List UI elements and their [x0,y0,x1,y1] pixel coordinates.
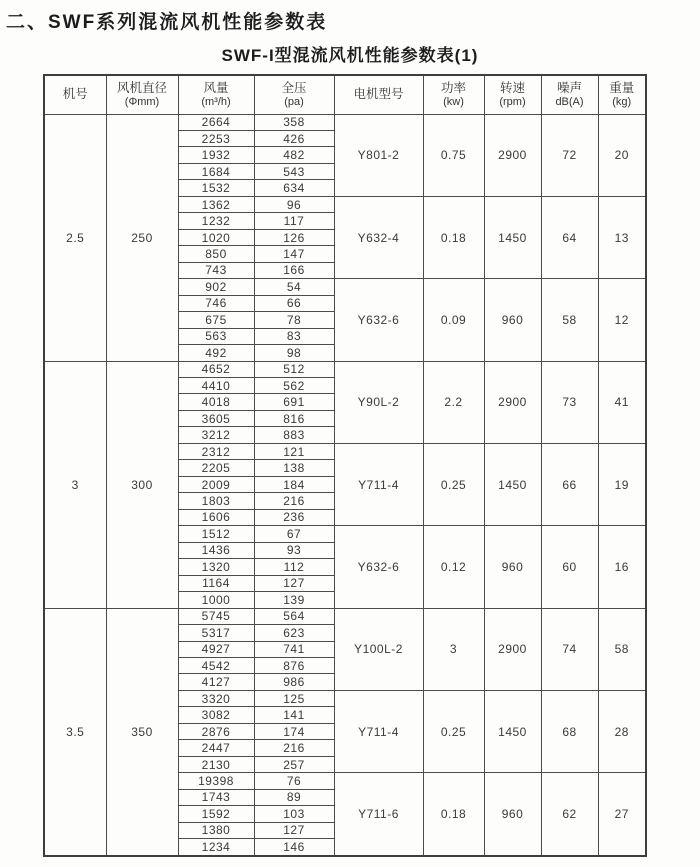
motor-model-cell: Y632-4 [334,196,423,278]
speed-cell: 960 [484,773,541,856]
column-header-unit: (pa) [284,95,304,108]
fan-diameter-cell: 250 [106,114,178,361]
motor-model-cell: Y632-6 [334,279,423,361]
air-volume-cell: 3212 [178,427,254,443]
total-pressure-cell: 986 [254,674,334,690]
power-cell: 0.18 [423,773,484,856]
power-cell: 0.12 [423,526,484,608]
air-volume-cell: 2664 [178,114,254,130]
total-pressure-cell: 138 [254,460,334,476]
noise-cell: 73 [541,361,598,443]
total-pressure-cell: 883 [254,427,334,443]
air-volume-cell: 850 [178,246,254,262]
machine-no-cell: 2.5 [44,114,106,361]
fan-performance-table [43,74,647,857]
column-header-unit: dB(A) [555,95,584,108]
weight-cell: 16 [598,526,646,608]
air-volume-cell: 743 [178,262,254,278]
column-header-unit: (rpm) [499,95,526,108]
noise-cell: 72 [541,114,598,196]
air-volume-cell: 1932 [178,147,254,163]
air-volume-cell: 5317 [178,625,254,641]
air-volume-cell: 1743 [178,789,254,805]
table-body [44,114,646,856]
speed-cell: 960 [484,279,541,361]
air-volume-cell: 3605 [178,410,254,426]
total-pressure-cell: 146 [254,839,334,856]
air-volume-cell: 1164 [178,575,254,591]
weight-cell: 27 [598,773,646,856]
air-volume-cell: 1684 [178,163,254,179]
speed-cell: 2900 [484,361,541,443]
total-pressure-cell: 634 [254,180,334,196]
total-pressure-cell: 117 [254,213,334,229]
table-title: SWF-I型混流风机性能参数表(1) [221,46,479,65]
column-header-unit: (Φmm) [124,95,160,108]
column-header-total-pressure [254,75,334,114]
table-row [44,608,646,624]
column-header-label: 全压 [281,80,307,95]
power-cell: 0.09 [423,279,484,361]
column-header-noise [541,75,598,114]
air-volume-cell: 4018 [178,394,254,410]
column-header-label: 功率 [440,80,466,95]
total-pressure-cell: 103 [254,806,334,822]
total-pressure-cell: 125 [254,690,334,706]
machine-no-cell: 3.5 [44,608,106,856]
speed-cell: 1450 [484,196,541,278]
weight-cell: 58 [598,608,646,690]
fan-diameter-cell: 350 [106,608,178,856]
power-cell: 2.2 [423,361,484,443]
column-header-unit: (m³/h) [201,95,231,108]
air-volume-cell: 1436 [178,542,254,558]
column-header-machine-no [44,75,106,114]
total-pressure-cell: 83 [254,328,334,344]
table-row [44,114,646,130]
total-pressure-cell: 127 [254,822,334,838]
air-volume-cell: 1232 [178,213,254,229]
air-volume-cell: 19398 [178,773,254,789]
column-header-label: 风机直径 [116,80,167,95]
column-header-label: 风量 [203,80,229,95]
total-pressure-cell: 121 [254,443,334,459]
column-header-air-volume [178,75,254,114]
air-volume-cell: 2205 [178,460,254,476]
total-pressure-cell: 216 [254,493,334,509]
air-volume-cell: 1234 [178,839,254,856]
total-pressure-cell: 98 [254,345,334,361]
air-volume-cell: 1000 [178,592,254,608]
weight-cell: 20 [598,114,646,196]
noise-cell: 68 [541,690,598,772]
weight-cell: 28 [598,690,646,772]
air-volume-cell: 3320 [178,690,254,706]
fan-diameter-cell: 300 [106,361,178,608]
motor-model-cell: Y100L-2 [334,608,423,690]
total-pressure-cell: 54 [254,279,334,295]
total-pressure-cell: 93 [254,542,334,558]
air-volume-cell: 1512 [178,526,254,542]
total-pressure-cell: 426 [254,130,334,146]
total-pressure-cell: 184 [254,476,334,492]
motor-model-cell: Y711-6 [334,773,423,856]
page-title: 二、SWF系列混流风机性能参数表 [6,12,328,33]
speed-cell: 960 [484,526,541,608]
air-volume-cell: 5745 [178,608,254,624]
noise-cell: 64 [541,196,598,278]
air-volume-cell: 1803 [178,493,254,509]
air-volume-cell: 2447 [178,740,254,756]
total-pressure-cell: 76 [254,773,334,789]
total-pressure-cell: 691 [254,394,334,410]
weight-cell: 12 [598,279,646,361]
total-pressure-cell: 174 [254,723,334,739]
column-header-weight [598,75,646,114]
column-header-unit: (kg) [612,95,632,108]
air-volume-cell: 2876 [178,723,254,739]
air-volume-cell: 902 [178,279,254,295]
total-pressure-cell: 741 [254,641,334,657]
air-volume-cell: 3082 [178,707,254,723]
noise-cell: 58 [541,279,598,361]
table-header [44,75,646,114]
noise-cell: 62 [541,773,598,856]
total-pressure-cell: 67 [254,526,334,542]
total-pressure-cell: 512 [254,361,334,377]
total-pressure-cell: 126 [254,229,334,245]
header-row [44,75,646,114]
table-row [44,361,646,377]
column-header-motor-model [334,75,423,114]
total-pressure-cell: 141 [254,707,334,723]
column-header-speed [484,75,541,114]
power-cell: 3 [423,608,484,690]
total-pressure-cell: 139 [254,592,334,608]
air-volume-cell: 2130 [178,756,254,772]
total-pressure-cell: 482 [254,147,334,163]
air-volume-cell: 1606 [178,509,254,525]
total-pressure-cell: 96 [254,196,334,212]
total-pressure-cell: 89 [254,789,334,805]
air-volume-cell: 4410 [178,378,254,394]
total-pressure-cell: 358 [254,114,334,130]
motor-model-cell: Y711-4 [334,690,423,772]
total-pressure-cell: 78 [254,312,334,328]
column-header-label: 噪声 [556,80,582,95]
total-pressure-cell: 564 [254,608,334,624]
speed-cell: 1450 [484,690,541,772]
total-pressure-cell: 216 [254,740,334,756]
motor-model-cell: Y90L-2 [334,361,423,443]
noise-cell: 74 [541,608,598,690]
motor-model-cell: Y801-2 [334,114,423,196]
speed-cell: 2900 [484,114,541,196]
speed-cell: 2900 [484,608,541,690]
air-volume-cell: 4127 [178,674,254,690]
air-volume-cell: 4542 [178,657,254,673]
total-pressure-cell: 166 [254,262,334,278]
column-header-power [423,75,484,114]
total-pressure-cell: 876 [254,657,334,673]
power-cell: 0.25 [423,690,484,772]
air-volume-cell: 1532 [178,180,254,196]
column-header-label: 转速 [499,80,525,95]
weight-cell: 19 [598,443,646,525]
air-volume-cell: 1320 [178,559,254,575]
air-volume-cell: 2253 [178,130,254,146]
total-pressure-cell: 257 [254,756,334,772]
column-header-label: 电机型号 [353,87,404,102]
total-pressure-cell: 562 [254,378,334,394]
noise-cell: 60 [541,526,598,608]
power-cell: 0.75 [423,114,484,196]
total-pressure-cell: 112 [254,559,334,575]
column-header-label: 机号 [62,87,88,102]
air-volume-cell: 2312 [178,443,254,459]
air-volume-cell: 746 [178,295,254,311]
total-pressure-cell: 816 [254,410,334,426]
machine-no-cell: 3 [44,361,106,608]
air-volume-cell: 1020 [178,229,254,245]
total-pressure-cell: 66 [254,295,334,311]
column-header-fan-diameter [106,75,178,114]
total-pressure-cell: 127 [254,575,334,591]
power-cell: 0.25 [423,443,484,525]
weight-cell: 41 [598,361,646,443]
total-pressure-cell: 543 [254,163,334,179]
motor-model-cell: Y632-6 [334,526,423,608]
column-header-unit: (kw) [443,95,464,108]
motor-model-cell: Y711-4 [334,443,423,525]
air-volume-cell: 492 [178,345,254,361]
air-volume-cell: 4652 [178,361,254,377]
air-volume-cell: 2009 [178,476,254,492]
weight-cell: 13 [598,196,646,278]
total-pressure-cell: 623 [254,625,334,641]
power-cell: 0.18 [423,196,484,278]
air-volume-cell: 563 [178,328,254,344]
total-pressure-cell: 236 [254,509,334,525]
air-volume-cell: 1380 [178,822,254,838]
air-volume-cell: 675 [178,312,254,328]
column-header-label: 重量 [609,80,635,95]
noise-cell: 66 [541,443,598,525]
air-volume-cell: 1592 [178,806,254,822]
speed-cell: 1450 [484,443,541,525]
air-volume-cell: 1362 [178,196,254,212]
total-pressure-cell: 147 [254,246,334,262]
air-volume-cell: 4927 [178,641,254,657]
